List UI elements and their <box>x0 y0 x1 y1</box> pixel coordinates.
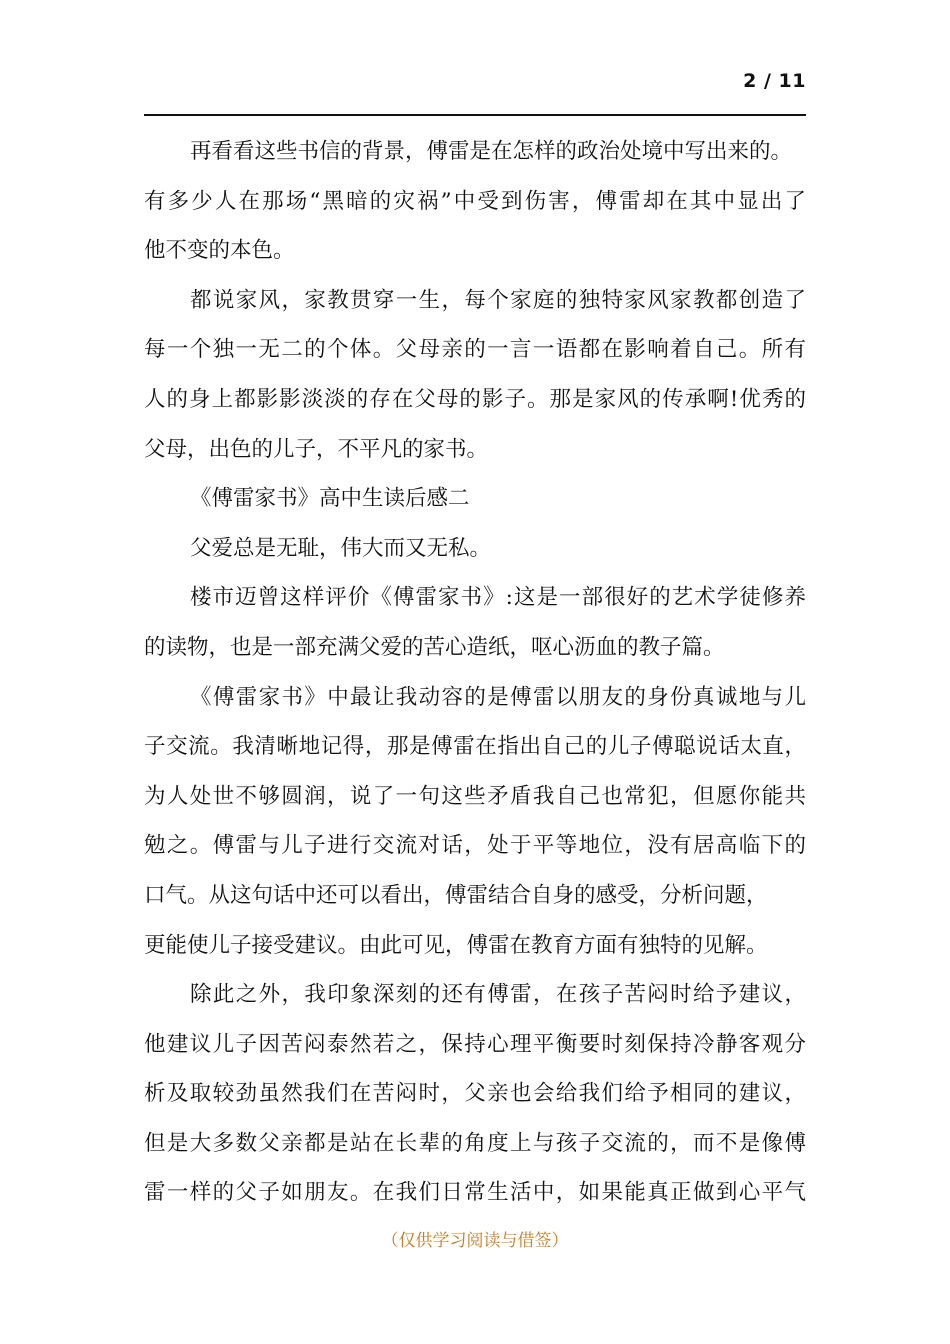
document-body <box>144 127 806 1218</box>
body-line: 口气。从这句话中还可以看出，傅雷结合自身的感受，分析问题， <box>144 882 768 908</box>
footer-disclaimer: （仅供学习阅读与借签） <box>381 1231 569 1251</box>
body-line: 雷一样的父子如朋友。在我们日常生活中，如果能真正做到心平气 <box>144 1180 806 1206</box>
body-line: 除此之外，我印象深刻的还有傅雷，在孩子苦闷时给予建议， <box>190 982 806 1008</box>
body-line: 勉之。傅雷与儿子进行交流对话，处于平等地位，没有居高临下的 <box>144 833 806 859</box>
body-line: 人的身上都影影淡淡的存在父母的影子。那是家风的传承啊!优秀的 <box>144 386 806 412</box>
body-line: 为人处世不够圆润，说了一句这些矛盾我自己也常犯，但愿你能共 <box>144 783 806 809</box>
body-line: 都说家风，家教贯穿一生，每个家庭的独特家风家教都创造了 <box>190 287 806 313</box>
body-line: 他建议儿子因苦闷泰然若之，保持心理平衡要时刻保持冷静客观分 <box>144 1031 806 1057</box>
body-line: 他不变的本色。 <box>144 238 295 264</box>
body-line: 更能使儿子接受建议。由此可见，傅雷在教育方面有独特的见解。 <box>144 932 768 958</box>
body-line: 的读物，也是一部充满父爱的苦心造纸，呕心沥血的教子篇。 <box>144 634 725 660</box>
body-line: 父爱总是无耻，伟大而又无私。 <box>190 535 492 561</box>
body-line: 但是大多数父亲都是站在长辈的角度上与孩子交流的，而不是像傅 <box>144 1130 806 1156</box>
body-line: 再看看这些书信的背景，傅雷是在怎样的政治处境中写出来的。 <box>190 139 793 164</box>
body-line: 楼市迈曾这样评价《傅雷家书》:这是一部很好的艺术学徒修养 <box>190 585 806 611</box>
header-divider <box>144 114 806 116</box>
body-line: 父母，出色的儿子，不平凡的家书。 <box>144 436 489 462</box>
page-number: 2 / 11 <box>743 70 806 92</box>
body-line: 析及取较劲虽然我们在苦闷时，父亲也会给我们给予相同的建议， <box>144 1081 806 1107</box>
body-line: 有多少人在那场“黑暗的灾祸”中受到伤害，傅雷却在其中显出了 <box>144 188 806 214</box>
body-line: 每一个独一无二的个体。父母亲的一言一语都在影响着自己。所有 <box>144 337 806 363</box>
section-heading: 《傅雷家书》高中生读后感二 <box>190 486 470 512</box>
body-line: 子交流。我清晰地记得，那是傅雷在指出自己的儿子傅聪说话太直， <box>144 734 806 760</box>
body-line: 《傅雷家书》中最让我动容的是傅雷以朋友的身份真诚地与儿 <box>190 684 806 710</box>
